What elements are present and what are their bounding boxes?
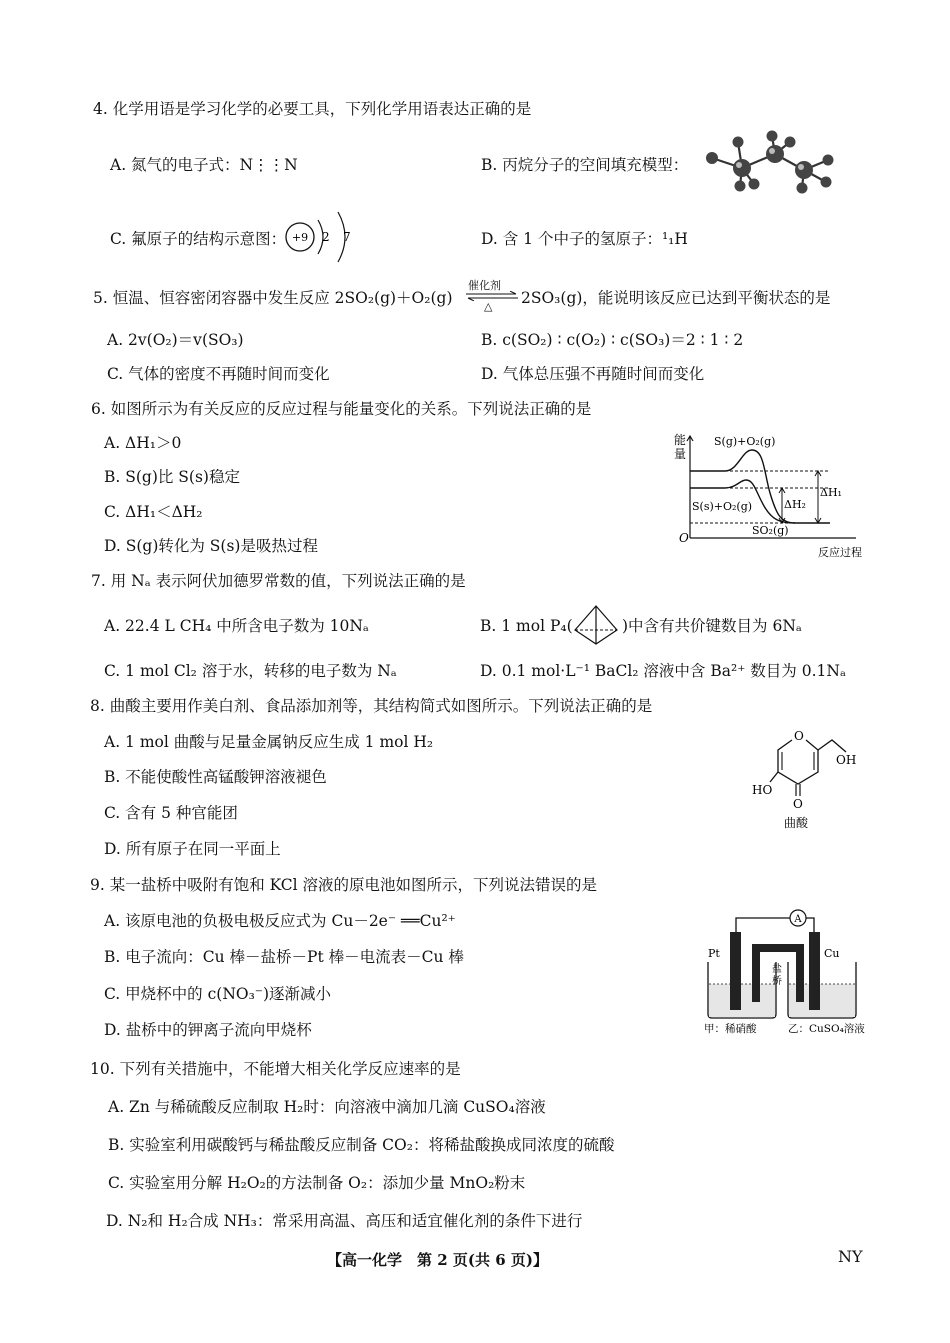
nucleus-charge: +9 <box>291 231 309 244</box>
q7-option-d: D. 0.1 mol·L⁻¹ BaCl₂ 溶液中含 Ba²⁺ 数目为 0.1Nₐ <box>480 662 846 680</box>
x-axis-label: 反应过程 <box>818 546 862 559</box>
ho-left-label: HO <box>752 783 773 797</box>
dh1-label: ΔH₁ <box>820 486 842 499</box>
q7-option-c: C. 1 mol Cl₂ 溶于水，转移的电子数为 Nₐ <box>104 662 397 680</box>
q9-option-c: C. 甲烧杯中的 c(NO₃⁻)逐渐减小 <box>104 985 332 1003</box>
page-footer: 【高一化学 第 2 页(共 6 页)】 <box>327 1251 548 1269</box>
q5-stem-end: 2SO₃(g)，能说明该反应已达到平衡状态的是 <box>521 289 831 307</box>
q8-option-c: C. 含有 5 种官能团 <box>104 804 238 822</box>
oh-right-label: OH <box>836 753 857 767</box>
footer-code: NY <box>838 1247 863 1266</box>
q5-option-c: C. 气体的密度不再随时间而变化 <box>107 365 330 383</box>
q4-option-c: C. 氟原子的结构示意图： <box>110 230 287 248</box>
q6-option-a: A. ΔH₁＞0 <box>104 434 182 452</box>
ring-oxygen-label: O <box>794 729 804 743</box>
right-beaker-caption: 乙：CuSO₄溶液 <box>788 1023 865 1035</box>
q4-option-b: B. 丙烷分子的空间填充模型： <box>481 156 689 174</box>
q7-option-a: A. 22.4 L CH₄ 中所含电子数为 10Nₐ <box>104 617 369 635</box>
q7-option-b-start: B. 1 mol P₄( <box>480 617 573 635</box>
ammeter-label: A <box>794 914 802 925</box>
energy-diagram <box>670 428 870 562</box>
q8-stem: 8. 曲酸主要用作美白剂、食品添加剂等，其结构简式如图所示。下列说法正确的是 <box>90 697 653 715</box>
q6-option-d: D. S(g)转化为 S(s)是吸热过程 <box>104 537 318 555</box>
y-label-2: 量 <box>674 447 687 461</box>
salt-bridge-label-2: 桥 <box>772 976 782 987</box>
q9-option-b: B. 电子流向：Cu 棒－盐桥－Pt 棒－电流表－Cu 棒 <box>104 948 464 966</box>
origin-label: O <box>679 531 689 545</box>
shell-2-electrons: 7 <box>343 230 351 244</box>
reversible-arrow-icon <box>464 291 520 301</box>
galvanic-cell-diagram <box>700 904 870 1038</box>
carbonyl-oxygen-label: O <box>793 797 803 811</box>
q5-option-b: B. c(SO₂) ∶ c(O₂) ∶ c(SO₃)＝2 ∶ 1 ∶ 2 <box>481 331 744 349</box>
q10-option-a: A. Zn 与稀硫酸反应制取 H₂时：向溶液中滴加几滴 CuSO₄溶液 <box>108 1098 546 1116</box>
q8-option-d: D. 所有原子在同一平面上 <box>104 840 281 858</box>
top-level-label: S(g)+O₂(g) <box>714 435 776 448</box>
q5-catalyst-label: 催化剂 <box>468 279 501 292</box>
q7-option-b-end: )中含有共价键数目为 6Nₐ <box>622 617 802 635</box>
q5-heat-label: △ <box>484 300 493 313</box>
propane-space-filling-model <box>700 128 840 196</box>
q8-option-b: B. 不能使酸性高锰酸钾溶液褪色 <box>104 768 327 786</box>
salt-bridge-label-1: 盐 <box>772 964 782 975</box>
q9-option-d: D. 盐桥中的钾离子流向甲烧杯 <box>104 1021 312 1039</box>
q10-option-c: C. 实验室用分解 H₂O₂的方法制备 O₂：添加少量 MnO₂粉末 <box>108 1174 526 1192</box>
p4-tetrahedron-icon <box>571 604 621 646</box>
q4-option-d: D. 含 1 个中子的氢原子：¹₁H <box>481 230 688 248</box>
q7-stem: 7. 用 Nₐ 表示阿伏加德罗常数的值，下列说法正确的是 <box>91 572 466 590</box>
q8-option-a: A. 1 mol 曲酸与足量金属钠反应生成 1 mol H₂ <box>104 733 434 751</box>
left-beaker-caption: 甲：稀硝酸 <box>704 1023 757 1035</box>
q6-option-b: B. S(g)比 S(s)稳定 <box>104 468 240 486</box>
pt-electrode-label: Pt <box>708 947 720 960</box>
kojic-acid-structure <box>740 726 870 830</box>
y-label-1: 能 <box>674 433 687 447</box>
bottom-level-label: SO₂(g) <box>752 524 789 537</box>
q4-stem: 4. 化学用语是学习化学的必要工具，下列化学用语表达正确的是 <box>93 100 532 118</box>
q6-stem: 6. 如图所示为有关反应的反应过程与能量变化的关系。下列说法正确的是 <box>91 400 592 418</box>
q10-option-b: B. 实验室利用碳酸钙与稀盐酸反应制备 CO₂：将稀盐酸换成同浓度的硫酸 <box>108 1136 615 1154</box>
q5-stem-start: 5. 恒温、恒容密闭容器中发生反应 2SO₂(g)＋O₂(g) <box>93 289 453 307</box>
shell-1-electrons: 2 <box>322 230 330 244</box>
q5-option-d: D. 气体总压强不再随时间而变化 <box>481 365 705 383</box>
fluorine-atom-diagram <box>282 210 362 266</box>
q4-option-a: A. 氮气的电子式：N⋮⋮N <box>110 156 298 174</box>
q10-option-d: D. N₂和 H₂合成 NH₃：常采用高温、高压和适宜催化剂的条件下进行 <box>106 1212 583 1230</box>
q5-option-a: A. 2v(O₂)＝v(SO₃) <box>107 331 244 349</box>
q9-stem: 9. 某一盐桥中吸附有饱和 KCl 溶液的原电池如图所示，下列说法错误的是 <box>90 876 598 894</box>
cu-electrode-label: Cu <box>824 947 840 960</box>
q9-option-a: A. 该原电池的负极电极反应式为 Cu－2e⁻ ══Cu²⁺ <box>104 912 456 930</box>
middle-level-label: S(s)+O₂(g) <box>692 500 753 513</box>
kojic-acid-caption: 曲酸 <box>784 816 809 830</box>
dh2-label: ΔH₂ <box>784 498 806 511</box>
q6-option-c: C. ΔH₁＜ΔH₂ <box>104 503 203 521</box>
q10-stem: 10. 下列有关措施中，不能增大相关化学反应速率的是 <box>90 1060 461 1078</box>
